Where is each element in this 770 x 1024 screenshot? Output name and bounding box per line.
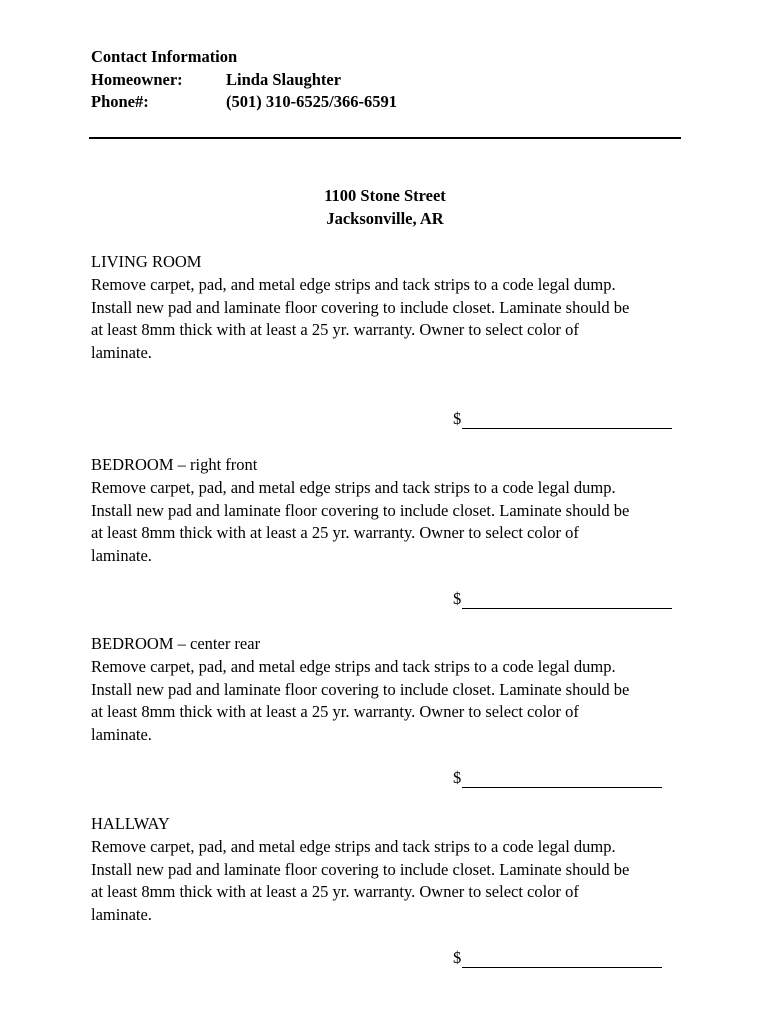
description-line: laminate. (91, 905, 152, 925)
phone-label: Phone#: (91, 92, 149, 111)
description-line: Install new pad and laminate floor covering to include closet. Laminate should be (91, 679, 630, 699)
description-line: laminate. (91, 546, 152, 566)
description-line: at least 8mm thick with at least a 25 yr. warranty. Owner to select color of (91, 882, 579, 902)
description-line: Install new pad and laminate floor covering to include closet. Laminate should be (91, 500, 630, 520)
dollar-sign: $ (453, 589, 462, 608)
description-line: at least 8mm thick with at least a 25 yr. warranty. Owner to select color of (91, 320, 579, 340)
price-blank-line[interactable] (462, 414, 672, 429)
scope-section-hallway (91, 813, 691, 927)
price-field-bedroom-center-rear[interactable] (453, 768, 662, 788)
scope-section-bedroom-center-rear (91, 633, 691, 747)
address-city: Jacksonville, AR (326, 209, 444, 228)
description-line: laminate. (91, 725, 152, 745)
property-address (0, 184, 770, 230)
description-line: Install new pad and laminate floor covering to include closet. Laminate should be (91, 859, 630, 879)
homeowner-label: Homeowner: (91, 69, 183, 89)
header-divider (89, 137, 681, 139)
scope-section-bedroom-right-front (91, 454, 691, 568)
price-field-bedroom-right-front[interactable] (453, 589, 672, 609)
phone-row (91, 91, 397, 114)
section-title: LIVING ROOM (91, 252, 202, 271)
section-title: BEDROOM – right front (91, 455, 258, 474)
description-line: Install new pad and laminate floor covering to include closet. Laminate should be (91, 297, 630, 317)
section-title: BEDROOM – center rear (91, 634, 261, 653)
description-line: Remove carpet, pad, and metal edge strips and tack strips to a code legal dump. (91, 656, 616, 676)
price-field-living-room[interactable] (453, 409, 672, 429)
description-line: at least 8mm thick with at least a 25 yr. warranty. Owner to select color of (91, 523, 579, 543)
description-line: Remove carpet, pad, and metal edge strips and tack strips to a code legal dump. (91, 836, 616, 856)
price-blank-line[interactable] (462, 773, 662, 788)
description-line: at least 8mm thick with at least a 25 yr. warranty. Owner to select color of (91, 702, 579, 722)
contact-information-block (91, 46, 397, 114)
phone-number: (501) 310-6525/366-6591 (226, 92, 397, 111)
address-street: 1100 Stone Street (324, 186, 446, 205)
description-line: Remove carpet, pad, and metal edge strips and tack strips to a code legal dump. (91, 477, 616, 497)
description-line: Remove carpet, pad, and metal edge strips and tack strips to a code legal dump. (91, 274, 616, 294)
dollar-sign: $ (453, 768, 462, 787)
description-line: laminate. (91, 343, 152, 363)
price-blank-line[interactable] (462, 594, 672, 609)
homeowner-name: Linda Slaughter (226, 69, 342, 89)
dollar-sign: $ (453, 409, 462, 428)
homeowner-row (91, 69, 397, 92)
contact-heading: Contact Information (91, 47, 238, 66)
price-field-hallway[interactable] (453, 948, 662, 968)
scope-section-living-room (91, 251, 691, 365)
dollar-sign: $ (453, 948, 462, 967)
price-blank-line[interactable] (462, 953, 662, 968)
section-title: HALLWAY (91, 814, 170, 833)
